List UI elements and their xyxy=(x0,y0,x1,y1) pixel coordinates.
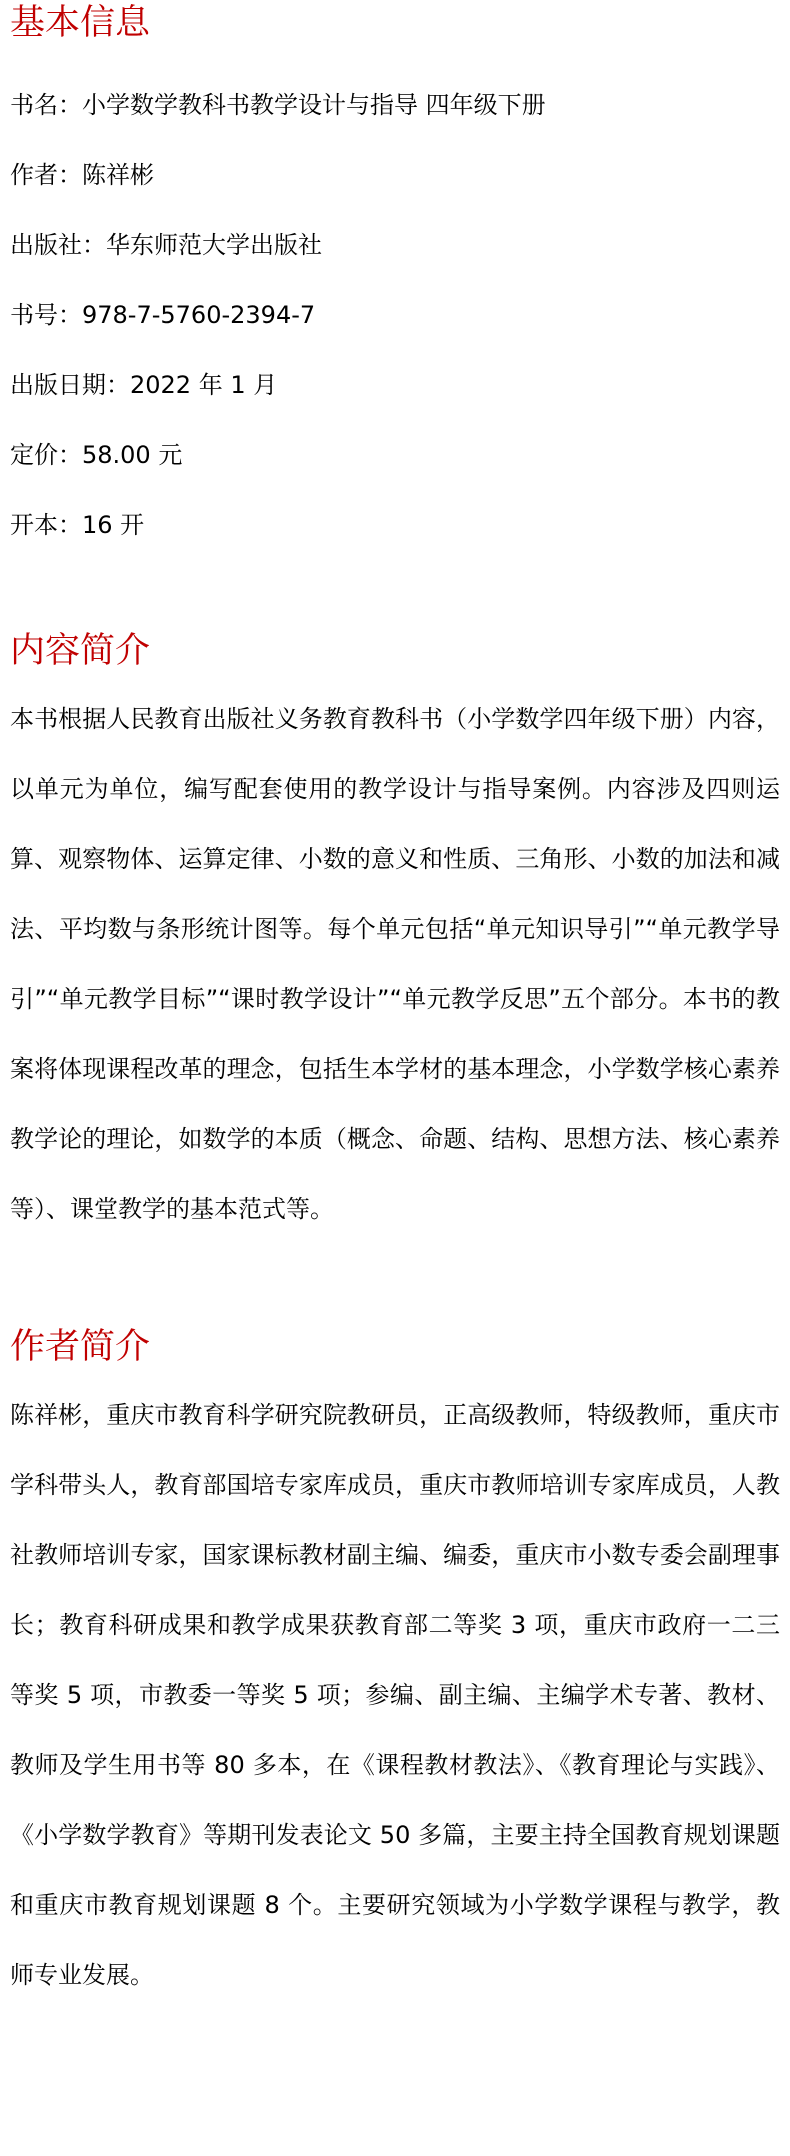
content-intro-title: 内容简介 xyxy=(10,631,151,671)
content-intro-section xyxy=(10,628,780,1244)
info-book-title: 书名：小学数学教科书教学设计与指导 四年级下册 xyxy=(10,91,546,119)
info-publisher: 出版社：华东师范大学出版社 xyxy=(10,231,322,259)
basic-info-section xyxy=(10,0,780,560)
info-price: 定价：58.00 元 xyxy=(10,441,183,469)
info-publish-date: 出版日期：2022 年 1 月 xyxy=(10,371,278,399)
basic-info-title: 基本信息 xyxy=(10,3,151,43)
basic-info-list xyxy=(10,70,780,560)
info-format: 开本：16 开 xyxy=(10,511,145,539)
author-intro-section xyxy=(10,1324,780,2010)
author-intro-title: 作者简介 xyxy=(10,1327,151,1367)
author-intro-text: 陈祥彬，重庆市教育科学研究院教研员，正高级教师，特级教师，重庆市学科带头人，教育部国培专家库成员，重庆市教师培训专家库成员，人教社教师培训专家，国家课标教材副主编、编委，重庆市小数专委会副理事长；教育科研成果和教学成果获教育部二等奖 3 项，重庆市政府一二三等奖 5 项，市教委一等奖 5 项；参编、副主编、主编学术专著、教材、教师及学生用书等 80 多本，在《课程教材教法》、《教育理论与实践》、《小学数学教育》等期刊发表论文 50 多篇，主要主持全国教育规划课题和重庆市教育规划课题 8 个。主要研究领域为小学数学课程与教学，教师专业发展。 xyxy=(10,1401,780,1989)
info-isbn: 书号：978-7-5760-2394-7 xyxy=(10,301,316,329)
content-intro-text: 本书根据人民教育出版社义务教育教科书（小学数学四年级下册）内容，以单元为单位，编写配套使用的教学设计与指导案例。内容涉及四则运算、观察物体、运算定律、小数的意义和性质、三角形、小数的加法和减法、平均数与条形统计图等。每个单元包括“单元知识导引”“单元教学导引”“单元教学目标”“课时教学设计”“单元教学反思”五个部分。本书的教案将体现课程改革的理念，包括生本学材的基本理念，小学数学核心素养教学论的理论，如数学的本质（概念、命题、结构、思想方法、核心素养等）、课堂教学的基本范式等。 xyxy=(10,705,780,1223)
info-author: 作者：陈祥彬 xyxy=(10,161,154,189)
